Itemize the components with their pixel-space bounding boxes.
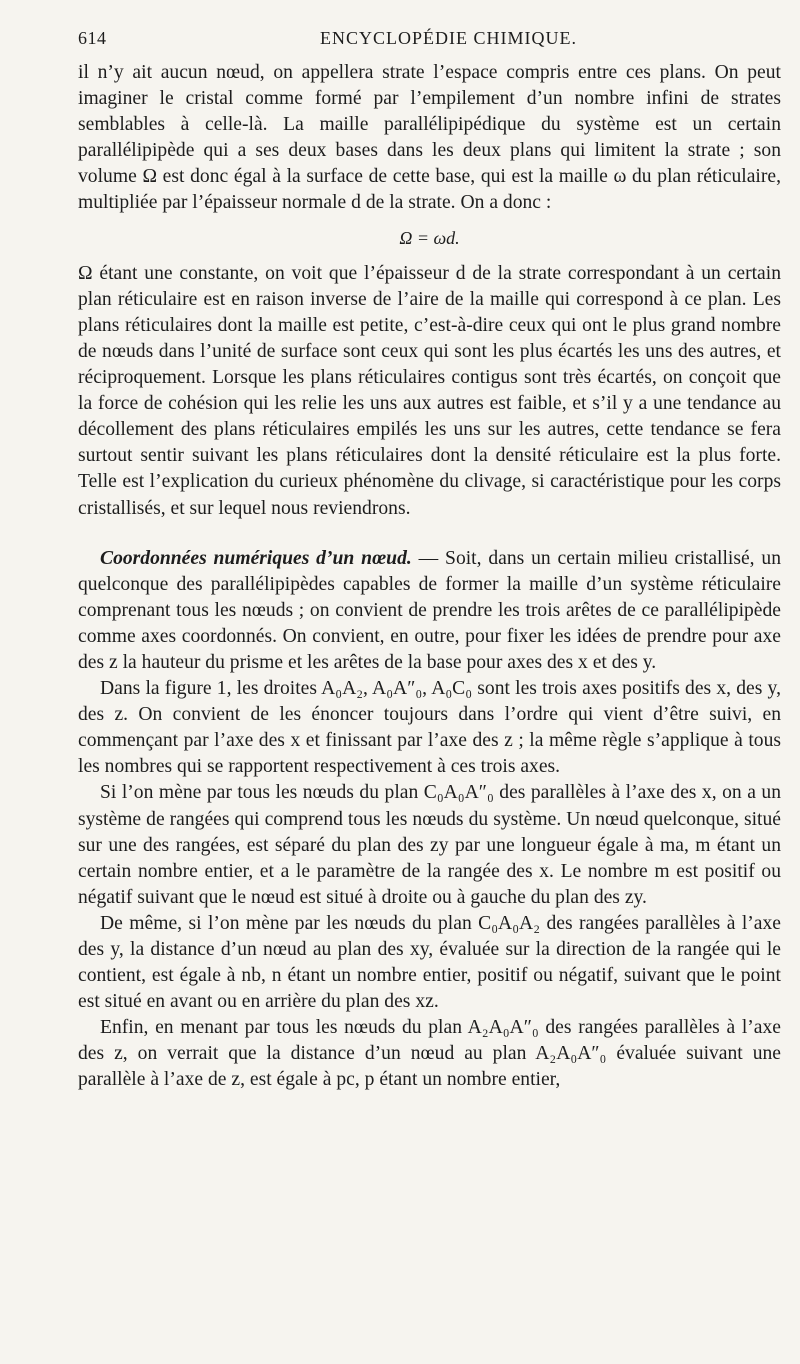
paragraph-figure: Dans la figure 1, les droites A₀A₂, A₀A″₀, A₀C₀ sont les trois axes positifs des x, des y, des z. On convient de les énoncer toujours dans l’ordre qui vient d’être suivi, en commençant par l’axe des x et finissant par l’axe des z ; la même règle s’applique à tous les nombres qui se rapportent respectivement à ces trois axes. [78,678,781,778]
paragraph-epaisseur: Ω étant une constante, on voit que l’épaisseur d de la strate correspondant à un certain plan réticulaire est en raison inverse de l’aire de la maille qui correspond à ce plan. Les plans réticulaires dont la maille est petite, c’est-à-dire ceux qui ont le plus grand nombre de nœuds dans l’unité de surface sont ceux qui sont les plus écartés les uns des autres, et réciproquement. Lorsque les plans réticulaires contigus sont très écartés, on conçoit que la force de cohésion qui les relie les uns aux autres est faible, et s’il y a une tendance au décollement des plans réticulaires empilés les uns sur les autres, cette tendance se fera surtout sentir suivant les plans réticulaires dont la densité réticulaire est la plus forte. Telle est l’explication du curieux phénomène du clivage, si caractéristique pour les corps cristallisés, et sur lequel nous reviendrons. [78,262,781,519]
page-header [78,22,778,52]
formula-omega: Ω = ωd. [399,227,460,248]
page-number: 614 [78,28,107,48]
paragraph-coordonnees-text: — Soit, dans un certain milieu cristallisé, un quelconque des parallélipipèdes capables de former la maille d’un système réticulaire comprenant tous les nœuds ; on convient de prendre les trois arêtes de ce parallélipipède comme axes coordonnés. On convient, en outre, pour fixer les idées de prendre pour axe des z la hauteur du prisme et les arêtes de la base pour axes des x et des y. [78,547,781,673]
paragraph-rangees-z: Enfin, en menant par tous les nœuds du plan A₂A₀A″₀ des rangées parallèles à l’axe des z, on verrait que la distance d’un nœud au plan A₂A₀A″₀ évaluée suivant une parallèle à l’axe de z, est égale à pc, p étant un nombre entier, [78,1017,781,1091]
page-body [78,60,781,1094]
paragraph-rangees-y: De même, si l’on mène par les nœuds du plan C₀A₀A₂ des rangées parallèles à l’axe des y, la distance d’un nœud au plan des xy, évaluée sur la direction de la rangée qui le contient, est égale à nb, n étant un nombre entier, positif ou négatif, suivant que le point est situé en avant ou en arrière du plan des xz. [78,912,781,1013]
paragraph-coordonnees [78,546,781,676]
paragraph-strate: il n’y ait aucun nœud, on appellera strate l’espace compris entre ces plans. On peut imaginer le cristal comme formé par l’empilement d’un nombre infini de strates semblables à celle-là. La maille parallélipipédique du système est un certain parallélipipède qui a ses deux bases dans les deux plans qui limitent la strate ; son volume Ω est donc égal à la surface de cette base, qui est la maille ω du plan réticulaire, multipliée par l’épaisseur normale d de la strate. On a donc : [78,62,781,214]
paragraph-rangees-x: Si l’on mène par tous les nœuds du plan C₀A₀A″₀ des parallèles à l’axe des x, on a un système de rangées qui comprend tous les nœuds du système. Un nœud quelconque, situé sur une des rangées, est séparé du plan des zy par une longueur égale à ma, m étant un certain nombre entier, et a le paramètre de la rangée des x. Le nombre m est positif ou négatif suivant que le nœud est situé à droite ou à gauche du plan des zy. [78,782,781,908]
section-heading: Coordonnées numériques d’un nœud. [100,547,412,569]
running-title: ENCYCLOPÉDIE CHIMIQUE. [320,28,577,48]
